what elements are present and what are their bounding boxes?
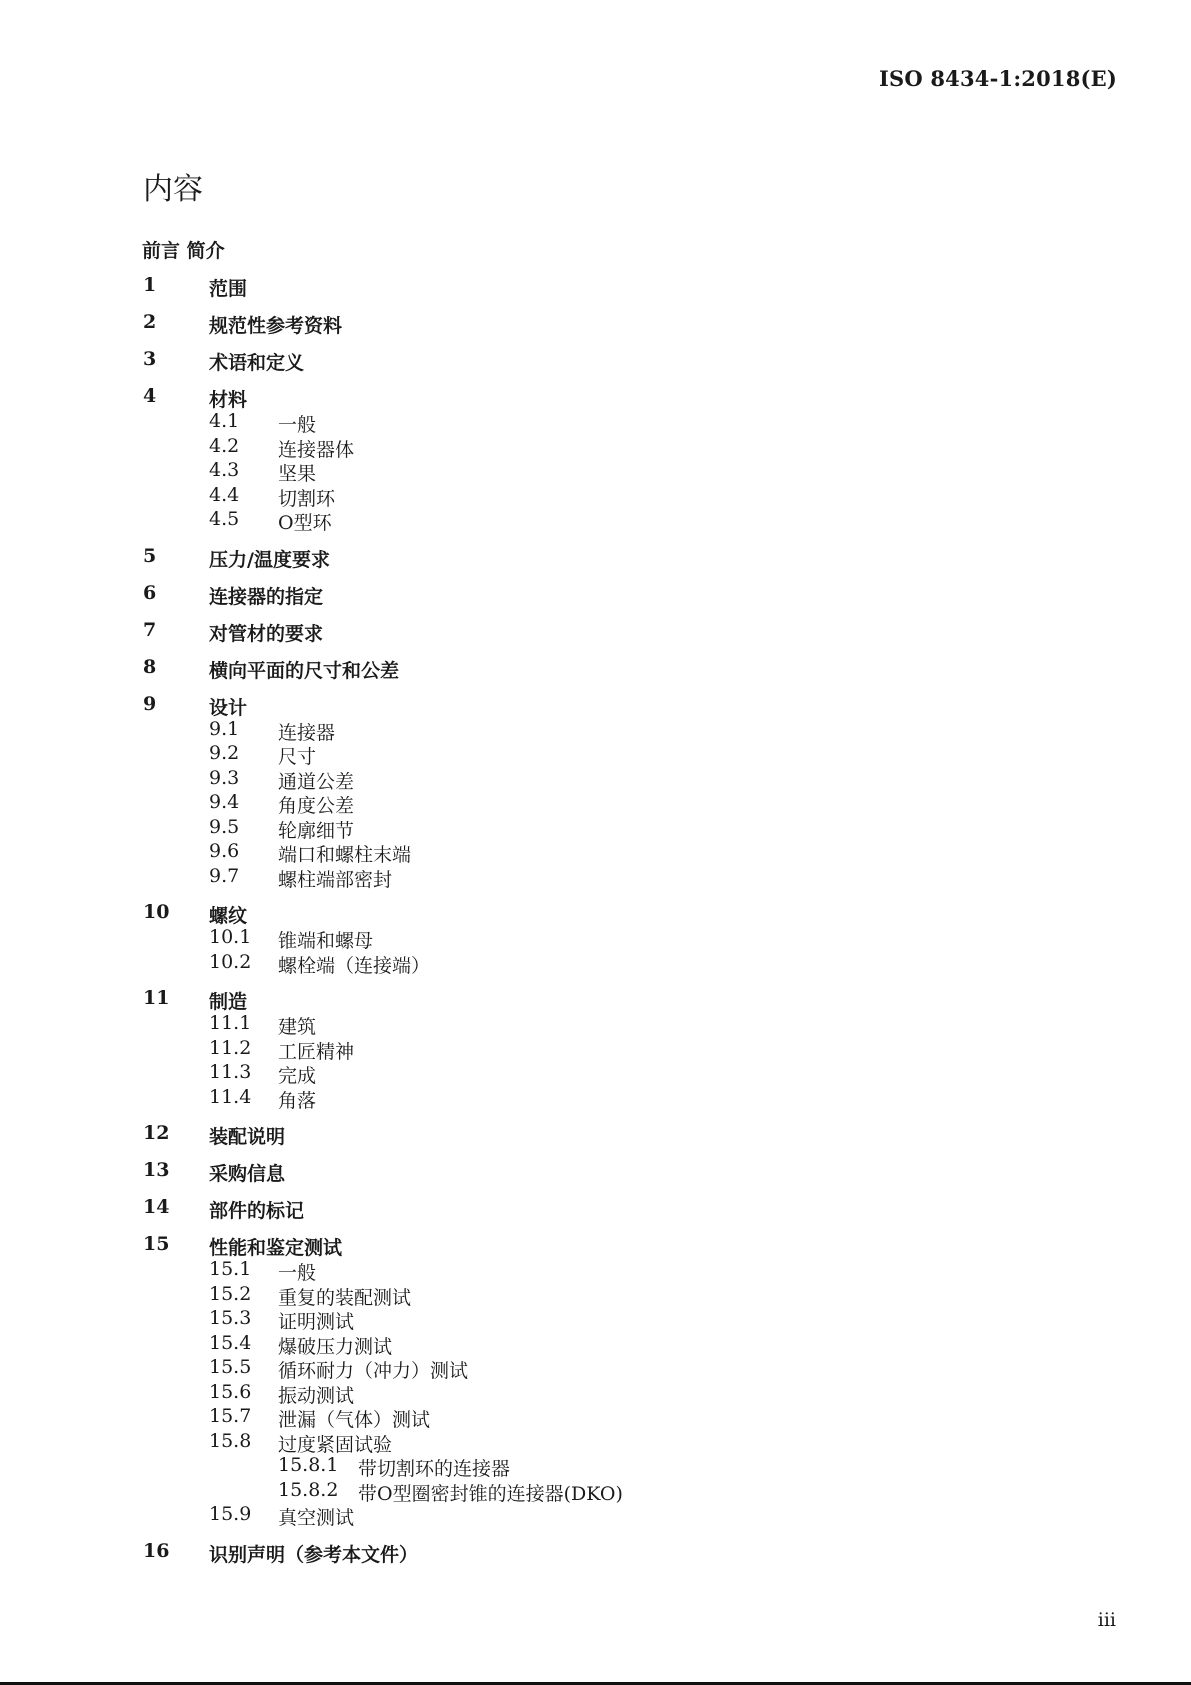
toc-subentry-9.2[interactable] (0, 742, 1191, 767)
toc-subsection-title: 证明测试 (278, 1311, 355, 1333)
toc-subentry-15.2[interactable] (0, 1283, 1191, 1308)
toc-subentry-15.1[interactable] (0, 1258, 1191, 1283)
toc-subsection-title: 一般 (278, 414, 317, 436)
toc-section-number: 7 (143, 618, 157, 641)
toc-entry-2[interactable] (0, 311, 1191, 336)
toc-subsection-title: 真空测试 (278, 1507, 355, 1529)
toc-subentry-11.4[interactable] (0, 1086, 1191, 1111)
document-id: ISO 8434-1:2018(E) (878, 66, 1117, 91)
page-title: 内容 (143, 172, 203, 207)
toc-subentry-15.6[interactable] (0, 1381, 1191, 1406)
toc-subsection-number: 15.8.1 (278, 1454, 339, 1476)
toc-section-title: 规范性参考资料 (209, 315, 343, 337)
toc-subsection-number: 9.2 (209, 742, 240, 764)
toc-entry-15[interactable] (0, 1233, 1191, 1258)
toc-section-number: 9 (143, 692, 157, 715)
toc-subsection-title: 通道公差 (278, 770, 355, 793)
toc-subentry-11.2[interactable] (0, 1037, 1191, 1062)
toc-entry-14[interactable] (0, 1196, 1191, 1221)
toc-section (0, 901, 1191, 975)
toc-section-title: 装配说明 (209, 1126, 286, 1148)
toc-section-title: 识别声明（参考本文件） (209, 1543, 419, 1566)
toc-subentry-4.1[interactable] (0, 410, 1191, 435)
toc-subsection-number: 15.4 (209, 1331, 252, 1354)
toc-subentry-15.5[interactable] (0, 1356, 1191, 1381)
toc-section (0, 274, 1191, 299)
toc-section-number: 11 (143, 987, 170, 1009)
toc-section-number: 12 (143, 1122, 170, 1144)
toc-subsection-title: 角度公差 (278, 795, 355, 817)
toc-section-number: 5 (143, 544, 157, 567)
toc-entry-9[interactable] (0, 693, 1191, 718)
toc-section (0, 1159, 1191, 1184)
toc-subentry-10.1[interactable] (0, 926, 1191, 951)
toc-section-title: 连接器的指定 (209, 585, 324, 608)
toc-subsection-title: 轮廓细节 (278, 819, 355, 842)
toc-entry-13[interactable] (0, 1159, 1191, 1184)
toc-subentry-11.1[interactable] (0, 1012, 1191, 1037)
toc-section (0, 582, 1191, 607)
toc-subentry-10.2[interactable] (0, 951, 1191, 976)
toc-subsection-title: 过度紧固试验 (278, 1433, 393, 1456)
toc-section-number: 3 (143, 348, 157, 370)
toc-subsection-number: 15.8 (209, 1429, 252, 1452)
toc-subsection-number: 9.6 (209, 840, 240, 862)
toc-subsection-title: 端口和螺柱末端 (278, 844, 412, 866)
toc-section-title: 制造 (209, 991, 248, 1013)
toc-subsection-number: 15.9 (209, 1503, 252, 1525)
toc-section-title: 压力/温度要求 (209, 548, 330, 571)
toc-subentry-11.3[interactable] (0, 1061, 1191, 1086)
toc-section-number: 4 (143, 385, 157, 407)
toc-subsection-title: 带O型圈密封锥的连接器(DKO) (358, 1482, 623, 1505)
toc-section-title: 性能和鉴定测试 (209, 1237, 343, 1259)
toc-subsection-title: 完成 (278, 1065, 317, 1087)
toc-section-title: 材料 (209, 389, 248, 411)
page-number: iii (1097, 1609, 1116, 1631)
toc-entry-11[interactable] (0, 987, 1191, 1012)
toc-subentry-4.3[interactable] (0, 459, 1191, 484)
toc-entry-8[interactable] (0, 656, 1191, 681)
toc-subsection-title: 尺寸 (278, 746, 317, 768)
toc-subsection-number: 11.2 (209, 1036, 252, 1059)
toc-section (0, 1122, 1191, 1147)
toc-section-title: 横向平面的尺寸和公差 (209, 659, 400, 682)
toc-subsection-number: 11.1 (209, 1012, 252, 1034)
toc-subsection-title: 锥端和螺母 (278, 930, 374, 952)
toc-section (0, 1540, 1191, 1565)
toc-section (0, 619, 1191, 644)
toc-section (0, 1196, 1191, 1221)
toc-subentry-15.9[interactable] (0, 1503, 1191, 1528)
toc-entry-7[interactable] (0, 619, 1191, 644)
toc-subsection-number: 4.2 (209, 434, 240, 457)
toc-subsection-number: 15.2 (209, 1282, 252, 1305)
toc-subsection-number: 15.6 (209, 1380, 252, 1403)
toc-section-title: 对管材的要求 (209, 622, 324, 645)
toc-subsection-title: 振动测试 (278, 1384, 355, 1407)
toc-section (0, 693, 1191, 890)
toc-subsection-number: 11.3 (209, 1061, 252, 1083)
toc-section (0, 1233, 1191, 1528)
toc-subsection-number: 10.1 (209, 926, 252, 948)
toc-subsection-number: 15.1 (209, 1258, 252, 1280)
toc-subsection-title: 角落 (278, 1089, 317, 1112)
toc-section-title: 术语和定义 (209, 352, 305, 374)
toc-section (0, 656, 1191, 681)
toc-subsection-number: 15.3 (209, 1307, 252, 1329)
toc-subsection-title: 切割环 (278, 487, 336, 510)
toc-subsection-title: 爆破压力测试 (278, 1335, 393, 1358)
toc-subsection-title: 泄漏（气体）测试 (278, 1409, 431, 1431)
toc-section (0, 987, 1191, 1110)
toc-subsection-number: 9.3 (209, 766, 240, 789)
toc-section-number: 1 (143, 274, 157, 296)
toc-section-title: 部件的标记 (209, 1200, 305, 1222)
toc-subentry-4.4[interactable] (0, 484, 1191, 509)
toc-section-title: 螺纹 (209, 905, 248, 927)
toc-subsection-number: 9.4 (209, 791, 240, 813)
toc-subentry-15.8.2[interactable] (0, 1479, 1191, 1504)
toc-subsection-number: 4.3 (209, 459, 240, 481)
toc-entry-1[interactable] (0, 274, 1191, 299)
toc-subentry-4.5[interactable] (0, 508, 1191, 533)
toc-subsection-number: 15.7 (209, 1405, 252, 1427)
toc-entry-10[interactable] (0, 901, 1191, 926)
toc-subsection-number: 15.5 (209, 1356, 252, 1378)
toc-subsection-number: 10.2 (209, 950, 252, 973)
toc-subsection-number: 15.8.2 (278, 1478, 339, 1501)
toc-subsection-title: 重复的装配测试 (278, 1286, 412, 1309)
toc-section-title: 采购信息 (209, 1163, 286, 1185)
toc-subsection-title: O型环 (278, 512, 332, 534)
toc-section-number: 6 (143, 581, 157, 604)
toc-subsection-number: 11.4 (209, 1085, 252, 1108)
toc-entry-12[interactable] (0, 1122, 1191, 1147)
table-of-contents (0, 274, 1191, 1577)
toc-subsection-title: 坚果 (278, 463, 317, 485)
toc-subsection-number: 4.5 (209, 508, 240, 530)
toc-subentry-4.2[interactable] (0, 435, 1191, 460)
toc-subsection-title: 循环耐力（冲力）测试 (278, 1360, 469, 1382)
toc-section-number: 15 (143, 1233, 170, 1255)
toc-subsection-title: 连接器体 (278, 438, 355, 461)
toc-subentry-9.7[interactable] (0, 865, 1191, 890)
toc-section-title: 设计 (209, 696, 248, 719)
toc-subsection-number: 4.4 (209, 483, 240, 506)
toc-section-number: 16 (143, 1539, 170, 1562)
toc-subsection-number: 9.7 (209, 864, 240, 887)
toc-subentry-9.5[interactable] (0, 816, 1191, 841)
toc-section-number: 2 (143, 311, 157, 333)
toc-section (0, 348, 1191, 373)
toc-subsection-title: 螺栓端（连接端） (278, 954, 431, 977)
toc-subsection-title: 工匠精神 (278, 1040, 355, 1063)
toc-entry-5[interactable] (0, 545, 1191, 570)
toc-section-title: 范围 (209, 278, 248, 300)
toc-subentry-9.4[interactable] (0, 791, 1191, 816)
toc-entry-4[interactable] (0, 385, 1191, 410)
toc-entry-3[interactable] (0, 348, 1191, 373)
toc-subentry-15.8.1[interactable] (0, 1454, 1191, 1479)
toc-section (0, 311, 1191, 336)
toc-foreword-entry[interactable]: 前言 简介 (142, 240, 225, 262)
toc-subentry-15.4[interactable] (0, 1332, 1191, 1357)
toc-section-number: 13 (143, 1159, 170, 1181)
toc-subentry-15.7[interactable] (0, 1405, 1191, 1430)
toc-subentry-9.3[interactable] (0, 767, 1191, 792)
toc-subentry-15.8[interactable] (0, 1430, 1191, 1455)
toc-section (0, 545, 1191, 570)
toc-subsection-title: 连接器 (278, 721, 336, 744)
toc-entry-6[interactable] (0, 582, 1191, 607)
toc-subsection-title: 螺柱端部密封 (278, 868, 393, 891)
toc-entry-16[interactable] (0, 1540, 1191, 1565)
toc-subsection-number: 9.5 (209, 815, 240, 838)
toc-section-number: 10 (143, 901, 170, 923)
toc-section-number: 8 (143, 655, 157, 678)
toc-subentry-9.6[interactable] (0, 840, 1191, 865)
toc-section (0, 385, 1191, 533)
toc-subentry-9.1[interactable] (0, 718, 1191, 743)
toc-subsection-number: 4.1 (209, 410, 240, 432)
toc-section-number: 14 (143, 1196, 170, 1218)
toc-subsection-number: 9.1 (209, 717, 240, 740)
toc-subentry-15.3[interactable] (0, 1307, 1191, 1332)
toc-subsection-title: 建筑 (278, 1016, 317, 1038)
toc-subsection-title: 一般 (278, 1262, 317, 1284)
toc-subsection-title: 带切割环的连接器 (358, 1458, 511, 1480)
